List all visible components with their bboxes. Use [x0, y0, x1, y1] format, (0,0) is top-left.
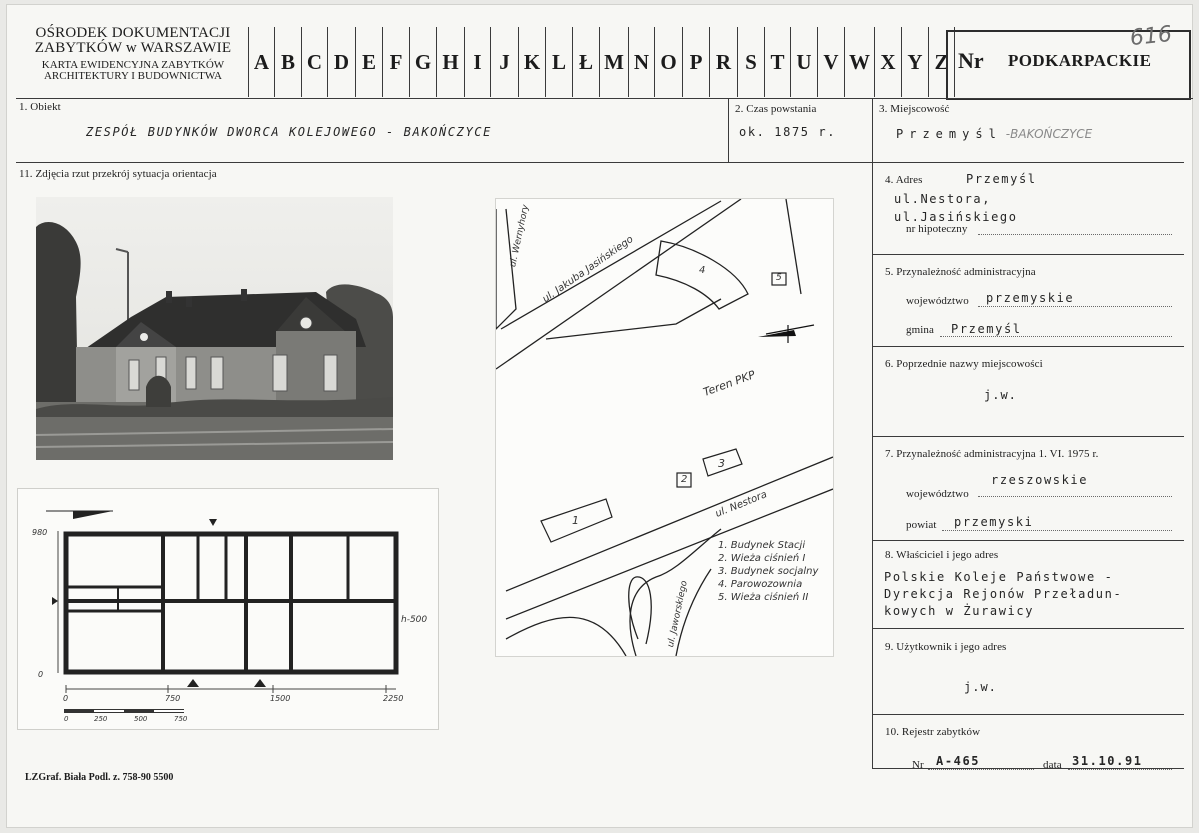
plan-tick-label: 2250 [383, 694, 404, 703]
przynaleznosc-label: 5. Przynależność administracyjna [885, 266, 1036, 278]
alphabet-letter: A [248, 27, 274, 97]
plan-dim-top: 980 [32, 528, 48, 537]
scale-label: 0 [64, 715, 69, 723]
wlasciciel-label: 8. Właściciel i jego adres [885, 549, 999, 561]
plan-dim-bottom: 0 [38, 670, 44, 679]
north-arrow-icon [73, 511, 113, 519]
institution-line-4: ARCHITEKTURY I BUDOWNICTWA [43, 69, 223, 82]
plan-tick-label: 750 [165, 694, 181, 703]
site-north-arrow-icon [758, 330, 796, 337]
powiat-value: przemyski [954, 515, 1034, 529]
alphabet-letter: V [817, 27, 844, 97]
rejestr-nr-value: A-465 [936, 754, 981, 768]
zdjecia-label: 11. Zdjęcia rzut przekrój sytuacja orientacja [19, 168, 217, 180]
wojewodztwo-label: województwo [906, 295, 969, 307]
nr-label: Nr [958, 48, 984, 73]
adres-label: 4. Adres [885, 174, 923, 186]
poprzednie-value: j.w. [984, 388, 1017, 402]
legend-item: 2. Wieża ciśnień I [718, 553, 806, 564]
alphabet-letter: C [301, 27, 327, 97]
plan-scale-bar [64, 715, 188, 723]
register-number-box [946, 21, 1191, 100]
plan-tick-label: 0 [63, 694, 69, 703]
rejestr-data-value: 31.10.91 [1072, 754, 1143, 768]
alphabet-letter: M [599, 27, 628, 97]
alphabet-letter: T [764, 27, 790, 97]
printer-imprint: LZGraf. Biała Podl. z. 758-90 5500 [25, 772, 174, 783]
hipoteczny-label: nr hipoteczny [906, 223, 968, 235]
institution-line-3: KARTA EWIDENCYJNA ZABYTKÓW [41, 58, 225, 71]
alphabet-letter: U [790, 27, 817, 97]
alphabet-letter: W [844, 27, 874, 97]
institution-block [20, 26, 246, 82]
alphabet-letter: S [737, 27, 764, 97]
street-jaworskiego: ul. Jaworskiego [665, 579, 690, 649]
adres-line-2: ul.Nestora, [894, 192, 992, 206]
alphabet-letter: P [682, 27, 709, 97]
czas-label: 2. Czas powstania [735, 103, 817, 115]
adres-line-1: Przemyśl [966, 172, 1037, 186]
alphabet-letter: Z [928, 27, 955, 97]
wojewodztwo-1975-value: rzeszowskie [991, 473, 1089, 487]
miejscowosc-label: 3. Miejscowość [879, 103, 950, 115]
alphabet-letter: L [545, 27, 572, 97]
miejscowosc-field [896, 125, 1092, 143]
record-card [6, 4, 1193, 828]
alphabet-letter: Ł [572, 27, 599, 97]
alphabet-letter: F [382, 27, 409, 97]
building-2-label: 2 [681, 474, 688, 485]
czas-value: ok. 1875 r. [739, 125, 837, 139]
plan-tick-label: 1500 [270, 694, 291, 703]
alphabet-letter: I [464, 27, 490, 97]
building-4-label: 4 [699, 265, 706, 276]
scale-label: 750 [174, 715, 188, 723]
alphabet-letter: G [409, 27, 436, 97]
alphabet-letter: K [518, 27, 545, 97]
miejscowosc-handwritten: -BAKOŃCZYCE [1005, 127, 1093, 141]
alphabet-letter: N [628, 27, 654, 97]
poprzednie-label: 6. Poprzednie nazwy miejscowości [885, 358, 1043, 370]
rejestr-nr-label: Nr [912, 759, 924, 771]
gmina-value: Przemyśl [951, 322, 1022, 336]
station-photo-drawing [36, 197, 393, 460]
street-wernyhory: ul. Wernyhory [508, 203, 532, 269]
entrance-marker-icon [209, 519, 217, 526]
powiat-label: powiat [906, 519, 937, 531]
alphabet-index [248, 27, 955, 97]
obiekt-value: ZESPÓŁ BUDYNKÓW DWORCA KOLEJOWEGO - BAKOŃCZYCE [86, 125, 492, 139]
rejestr-label: 10. Rejestr zabytków [885, 726, 981, 738]
building-5-label: 5 [776, 273, 782, 283]
rejestr-data-label: data [1043, 759, 1062, 771]
plan-axis-ticks [63, 685, 403, 703]
wlasciciel-line-3: kowych w Żurawicy [884, 604, 1035, 618]
building-3-label: 3 [718, 457, 725, 470]
legend-item: 1. Budynek Stacji [718, 540, 806, 551]
wojewodztwo-1975-label: województwo [906, 488, 969, 500]
building-1-label: 1 [572, 514, 579, 527]
street-nestora: ul. Nestora [713, 489, 769, 520]
institution-line-2: ZABYTKÓW w WARSZAWIE [34, 40, 232, 57]
floor-plan-drawing [18, 489, 438, 729]
region-name: PODKARPACKIE [1008, 51, 1152, 70]
legend-item: 5. Wieża ciśnień II [718, 592, 809, 603]
alphabet-letter: D [327, 27, 355, 97]
miejscowosc-value: Przemyśl [896, 127, 1002, 141]
institution-line-1: OŚRODEK DOKUMENTACJI [35, 25, 231, 41]
plan-dim-height: h-500 [401, 615, 428, 625]
adres-line-3: ul.Jasińskiego [894, 210, 1018, 224]
alphabet-letter: Y [901, 27, 928, 97]
alphabet-letter: R [709, 27, 737, 97]
alphabet-letter: H [436, 27, 464, 97]
wlasciciel-line-1: Polskie Koleje Państwowe - [884, 570, 1114, 584]
obiekt-label: 1. Obiekt [19, 101, 61, 113]
scale-label: 250 [94, 715, 108, 723]
legend-item: 4. Parowozownia [718, 579, 803, 590]
gmina-label: gmina [906, 324, 934, 336]
card-number-handwritten: 616 [1128, 21, 1174, 52]
scale-label: 500 [134, 715, 148, 723]
alphabet-letter: O [654, 27, 682, 97]
map-legend [718, 539, 818, 604]
site-map [496, 199, 833, 656]
floor-plan [18, 489, 438, 729]
street-jasinskiego: ul. Jakuba Jasińskiego [540, 233, 636, 306]
uzytkownik-label: 9. Użytkownik i jego adres [885, 641, 1007, 653]
building-photo [36, 197, 393, 460]
alphabet-letter: J [490, 27, 518, 97]
alphabet-letter: X [874, 27, 901, 97]
wlasciciel-line-2: Dyrekcja Rejonów Przeładun- [884, 587, 1123, 601]
alphabet-letter: E [355, 27, 382, 97]
teren-pkp-label: Teren PKP [701, 368, 757, 399]
legend-item: 3. Budynek socjalny [718, 566, 819, 577]
wojewodztwo-value: przemyskie [986, 291, 1075, 305]
uzytkownik-value: j.w. [964, 680, 997, 694]
przynaleznosc-1975-label: 7. Przynależność administracyjna 1. VI. 1975 r. [885, 448, 1099, 460]
alphabet-letter: B [274, 27, 301, 97]
